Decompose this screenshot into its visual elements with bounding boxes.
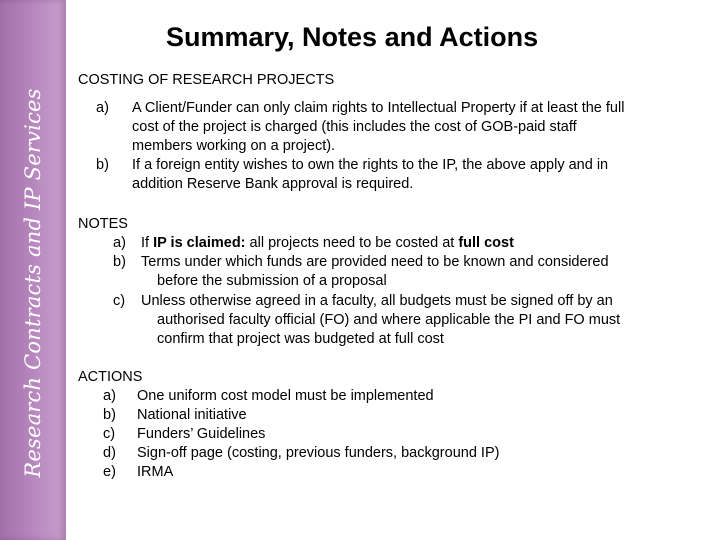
notes-item-b-marker: b) — [113, 254, 126, 270]
actions-item-c-marker: c) — [103, 426, 116, 442]
actions-item-e-text: IRMA — [137, 464, 174, 480]
actions-item-a-marker: a) — [103, 388, 116, 404]
notes-item-a-part-1: If — [141, 235, 154, 251]
costing-item-a-marker: a) — [96, 100, 109, 116]
notes-item-c-line-3: confirm that project was budgeted at full cost — [157, 331, 444, 347]
notes-item-a-bold-full-cost: full cost — [458, 235, 514, 251]
notes-item-a-marker: a) — [113, 235, 126, 251]
costing-item-b-line-2: addition Reserve Bank approval is required. — [132, 176, 414, 192]
costing-item-b-marker: b) — [96, 157, 109, 173]
sidebar-title: Research Contracts and IP Services — [21, 88, 45, 478]
notes-item-a-part-3: all projects need to be costed at — [245, 235, 459, 251]
costing-item-a-line-1: A Client/Funder can only claim rights to Intellectual Property if at least the full — [132, 100, 625, 116]
notes-item-b-line-2: before the submission of a proposal — [157, 273, 387, 289]
notes-item-b-line-1: Terms under which funds are provided need to be known and considered — [141, 254, 609, 270]
notes-item-c-marker: c) — [113, 293, 126, 309]
costing-item-a-line-2: cost of the project is charged (this includes the cost of GOB-paid staff — [132, 119, 577, 135]
sidebar-banner — [0, 0, 68, 540]
actions-item-a-text: One uniform cost model must be implemented — [137, 388, 434, 404]
actions-heading: ACTIONS — [78, 369, 143, 385]
actions-item-b-text: National initiative — [137, 407, 247, 423]
notes-item-a-bold-ip-claimed: IP is claimed: — [153, 235, 246, 251]
actions-item-e-marker: e) — [103, 464, 116, 480]
notes-item-c-line-1: Unless otherwise agreed in a faculty, all budgets must be signed off by an — [141, 293, 613, 309]
actions-item-b-marker: b) — [103, 407, 116, 423]
page-title: Summary, Notes and Actions — [166, 22, 539, 52]
costing-item-b-line-1: If a foreign entity wishes to own the rights to the IP, the above apply and in — [132, 157, 609, 173]
notes-item-c-line-2: authorised faculty official (FO) and where applicable the PI and FO must — [157, 312, 621, 328]
actions-item-c-text: Funders’ Guidelines — [137, 426, 266, 442]
notes-item-a-text — [141, 234, 514, 253]
actions-item-d-text: Sign-off page (costing, previous funders, background IP) — [137, 445, 500, 461]
costing-heading: COSTING OF RESEARCH PROJECTS — [78, 72, 335, 88]
actions-item-d-marker: d) — [103, 445, 116, 461]
costing-item-a-line-3: members working on a project). — [132, 138, 336, 154]
notes-heading: NOTES — [78, 216, 128, 232]
